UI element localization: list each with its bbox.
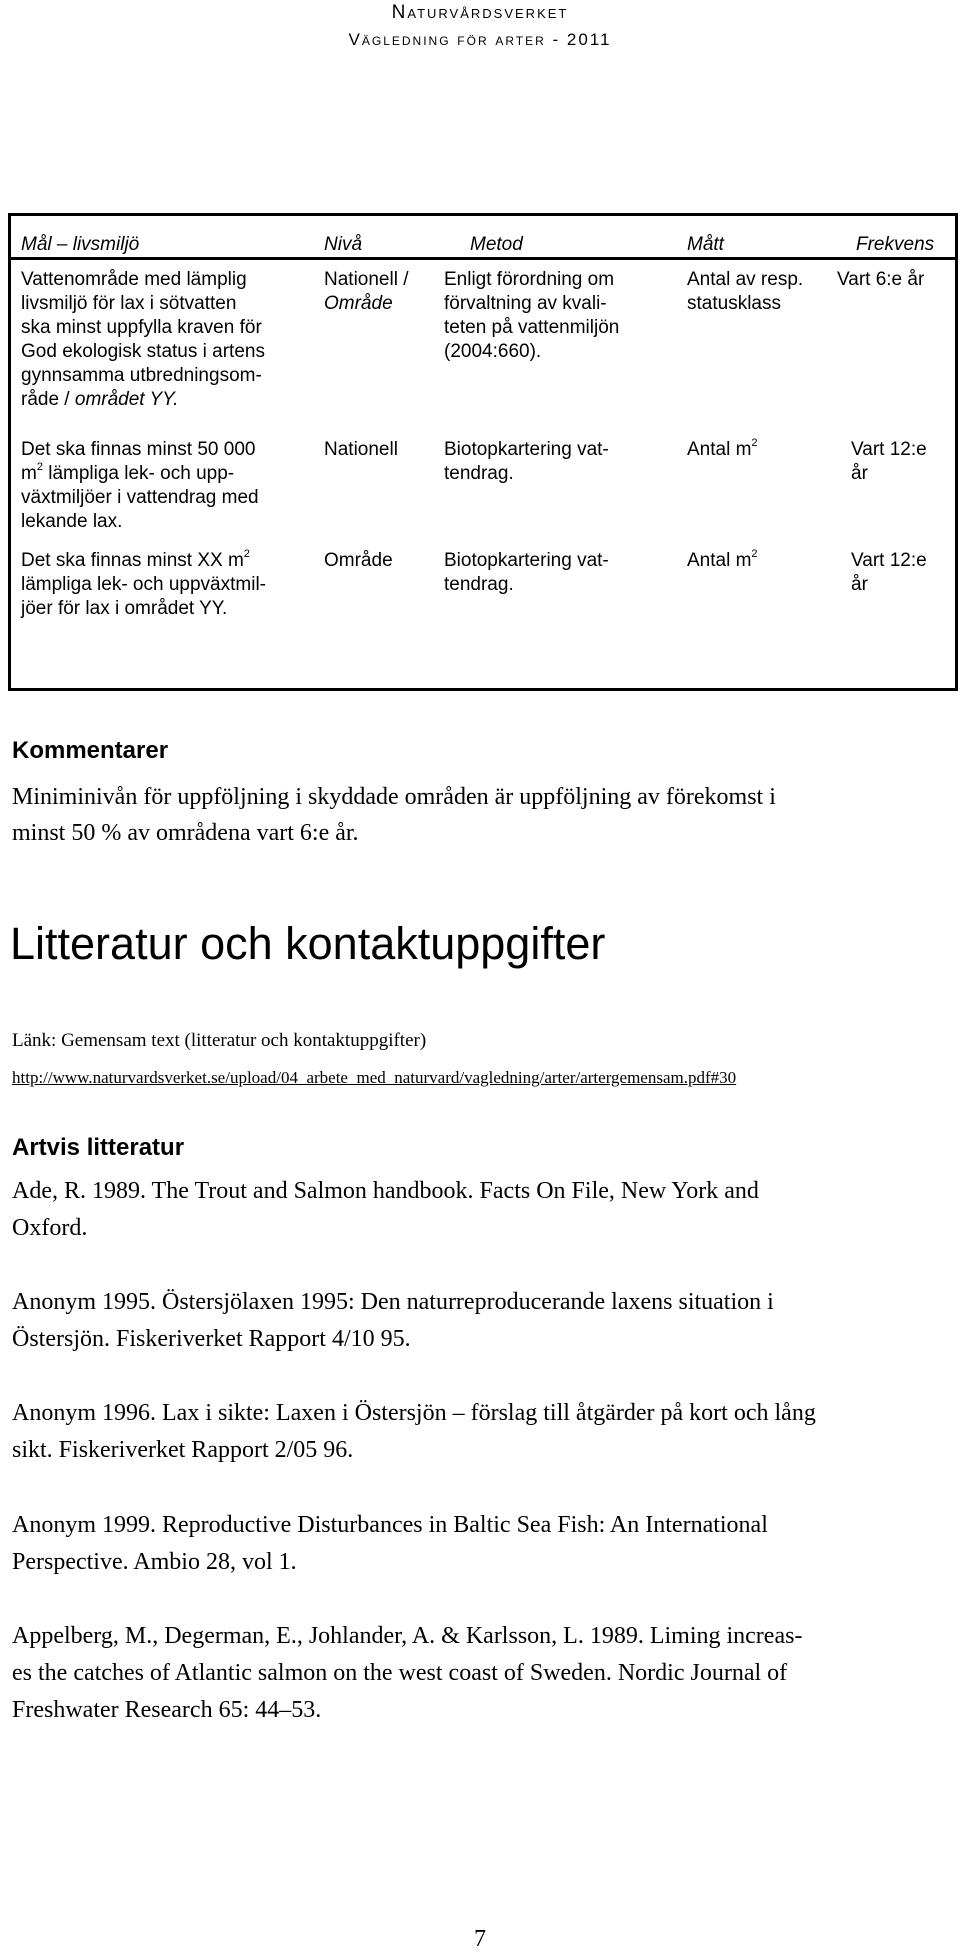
text-line: Perspective. Ambio 28, vol 1. [12, 1549, 297, 1575]
header-mal: Mål – livsmiljö [21, 234, 140, 255]
text-line: Freshwater Research 65: 44–53. [12, 1697, 322, 1723]
text-fragment: Det ska finnas minst XX m [21, 550, 244, 571]
text-line: Det ska finnas minst 50 000 [21, 439, 256, 460]
text-line [687, 438, 827, 462]
text-line: statusklass [687, 293, 781, 314]
reference-entry [12, 1395, 942, 1469]
text-line: Vart 12:e [851, 439, 927, 460]
artvis-heading: Artvis litteratur [12, 1134, 185, 1161]
text-line [687, 549, 827, 573]
cell-niva [324, 549, 434, 573]
text-line: Biotopkartering vat- [444, 550, 609, 571]
reference-entry [12, 1173, 942, 1247]
page-header [0, 0, 960, 50]
text-line: Område [324, 293, 393, 314]
lank-label: Länk: Gemensam text (litteratur och kontaktuppgifter) [12, 1030, 427, 1051]
header-frekvens: Frekvens [856, 234, 935, 255]
reference-entry [12, 1618, 942, 1729]
text-line: förvaltning av kvali- [444, 293, 607, 314]
text-line: Antal av resp. [687, 269, 804, 290]
superscript: 2 [751, 436, 758, 449]
text-fragment: Antal m [687, 439, 752, 460]
text-fragment: råde / [21, 389, 75, 410]
text-line: lekande lax. [21, 511, 123, 532]
cell-niva [324, 268, 434, 316]
kommentarer-text [12, 779, 942, 851]
text-line [21, 549, 321, 573]
cell-matt [687, 438, 827, 462]
text-line: växtmiljöer i vattendrag med [21, 487, 259, 508]
header-niva: Nivå [324, 234, 363, 255]
cell-matt [687, 268, 827, 316]
text-line: Appelberg, M., Degerman, E., Johlander, A. & Karlsson, L. 1989. Liming increas- [12, 1623, 803, 1649]
text-line: Nationell [324, 439, 398, 460]
text-fragment: Antal m [687, 550, 752, 571]
text-line: God ekologisk status i artens [21, 341, 265, 362]
cell-frekvens [851, 438, 951, 486]
text-line: gynnsamma utbredningsom- [21, 365, 262, 386]
header-matt: Mått [687, 234, 724, 255]
text-line: Anonym 1996. Lax i sikte: Laxen i Östersjön – förslag till åtgärder på kort och lång [12, 1400, 816, 1426]
text-fragment: m [21, 463, 37, 484]
italic-fragment: området YY. [74, 389, 179, 410]
page-number: 7 [474, 1926, 486, 1952]
text-line: Område [324, 550, 393, 571]
goals-table [8, 213, 958, 691]
text-line: tendrag. [444, 574, 514, 595]
organization-name: Naturvårdsverket [391, 2, 569, 23]
cell-mal [21, 268, 321, 412]
superscript: 2 [751, 547, 758, 560]
text-line: es the catches of Atlantic salmon on the west coast of Sweden. Nordic Journal of [12, 1660, 788, 1686]
text-line: Biotopkartering vat- [444, 439, 609, 460]
litteratur-heading: Litteratur och kontaktuppgifter [10, 918, 606, 969]
cell-frekvens [851, 549, 951, 597]
text-line: Anonym 1999. Reproductive Disturbances in Baltic Sea Fish: An International [12, 1512, 768, 1538]
cell-mal [21, 549, 321, 621]
text-line: Ade, R. 1989. The Trout and Salmon handbook. Facts On File, New York and [12, 1178, 759, 1204]
text-line: Vart 12:e [851, 550, 927, 571]
cell-matt [687, 549, 827, 573]
text-line: Enligt förordning om [444, 269, 615, 290]
text-line: lämpliga lek- och uppväxtmil- [21, 574, 266, 595]
text-line [21, 462, 321, 486]
table-header-row [11, 216, 955, 260]
text-line: Miniminivån för uppföljning i skyddade områden är uppföljning av förekomst i [12, 784, 776, 810]
reference-entry [12, 1284, 942, 1358]
cell-frekvens [837, 268, 949, 292]
text-line: sikt. Fiskeriverket Rapport 2/05 96. [12, 1437, 354, 1463]
text-line: Vattenområde med lämplig [21, 269, 247, 290]
superscript: 2 [243, 547, 250, 560]
kommentarer-heading: Kommentarer [12, 737, 169, 764]
text-line: tendrag. [444, 463, 514, 484]
text-line: ska minst uppfylla kraven för [21, 317, 262, 338]
text-line: år [851, 574, 868, 595]
text-line: Oxford. [12, 1215, 88, 1241]
text-line: Nationell / [324, 269, 409, 290]
cell-metod [444, 268, 664, 364]
reference-link[interactable]: http://www.naturvardsverket.se/upload/04_arbete_med_naturvard/vagledning/arter/artergemensam.pdf#30 [12, 1068, 737, 1087]
text-line: teten på vattenmiljön [444, 317, 620, 338]
cell-metod [444, 549, 664, 597]
text-line: livsmiljö för lax i sötvatten [21, 293, 237, 314]
cell-niva [324, 438, 434, 462]
text-line: Anonym 1995. Östersjölaxen 1995: Den naturreproducerande laxens situation i [12, 1289, 774, 1315]
text-line [21, 388, 321, 412]
text-line: Vart 6:e år [837, 269, 925, 290]
text-line: (2004:660). [444, 341, 542, 362]
header-metod: Metod [470, 234, 523, 255]
text-line: år [851, 463, 868, 484]
text-line: jöer för lax i området YY. [21, 598, 228, 619]
text-fragment: lämpliga lek- och upp- [42, 463, 235, 484]
document-subtitle: Vägledning för arter - 2011 [348, 30, 612, 49]
superscript: 2 [36, 460, 43, 473]
reference-entry [12, 1507, 942, 1581]
text-line: minst 50 % av områdena vart 6:e år. [12, 820, 359, 846]
cell-mal [21, 438, 321, 534]
cell-metod [444, 438, 664, 486]
text-line: Östersjön. Fiskeriverket Rapport 4/10 95. [12, 1326, 411, 1352]
